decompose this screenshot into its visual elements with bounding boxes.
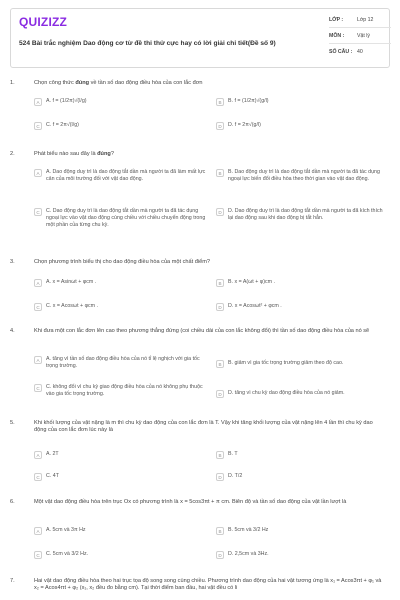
option-text: A. x = Asinωt + φcm . (46, 279, 97, 285)
question-text: Chọn phương trình biểu thị cho dao động điều hòa của một chất điểm? (34, 259, 210, 265)
option-b[interactable]: B B. giảm vì gia tốc trọng trường giảm theo độ cao. (216, 360, 388, 368)
option-text: A. tăng vì tần số dao động điều hòa của nó tỉ lệ nghịch với gia tốc trọng trường. (46, 356, 200, 369)
option-text: C. f = 2π√(l/g) (46, 122, 79, 128)
option-a[interactable]: A A. tăng vì tần số dao động điều hòa của nó tỉ lệ nghịch với gia tốc trọng trường. (34, 356, 206, 370)
option-text: C. 5cm và 3/2 Hz. (46, 551, 89, 557)
option-text: B. f = (1/2π)√(g/l) (228, 98, 269, 104)
option-text: D. tăng vì chu kỳ dao động điều hòa của nó giảm. (228, 390, 345, 396)
option-c[interactable]: C C. f = 2π√(l/g) (34, 122, 206, 130)
option-text: D. T/2 (228, 473, 243, 479)
option-a[interactable]: A A. Dao động duy trì là dao động tắt dần mà người ta đã làm mất lực cản của môi trường đối với vật dao động. (34, 169, 206, 183)
option-text: D. Dao động duy trì là dao động tắt dần mà người ta đã kích thích lại dao động sau khi dao động bị tắt hẳn. (228, 208, 383, 221)
option-d[interactable]: D D. f = 2π√(g/l) (216, 122, 388, 130)
document-title: 524 Bài trắc nghiệm Dao động cơ từ đề thi thử cực hay có lời giải chi tiết(Đề số 9) (19, 40, 276, 47)
question-text: Phát biểu nào sau đây là đúng? (34, 151, 114, 157)
option-text: A. Dao động duy trì là dao động tắt dần mà người ta đã làm mất lực cản của môi trường đối với vật dao động. (46, 169, 206, 182)
option-text: C. không đổi vì chu kỳ giao động điều hòa của nó không phụ thuộc vào gia tốc trọng trường. (46, 384, 203, 397)
option-d[interactable]: D D. 2,5cm và 3Hz. (216, 551, 388, 559)
option-d[interactable]: D D. Dao động duy trì là dao động tắt dần mà người ta đã kích thích lại dao động sau khi dao động bị tắt hẳn. (216, 208, 388, 222)
option-text: B. 5cm và 3/2 Hz (228, 527, 269, 533)
question-number: 7. (10, 578, 15, 584)
question-text: Một vật dao động điều hòa trên trục Ox có phương trình là x = 5cos3πt + π cm. Biên độ và tần số dao động của vật lần lượt là (34, 499, 347, 505)
option-c[interactable]: C C. x = Acosωt + φcm . (34, 303, 206, 311)
question-number: 6. (10, 499, 15, 505)
meta-class-value: Lớp 12 (357, 17, 374, 23)
meta-count-value: 40 (357, 49, 363, 55)
question-number: 4. (10, 328, 15, 334)
question-number: 5. (10, 420, 15, 426)
option-b[interactable]: B B. T (216, 451, 388, 459)
option-text: C. 4T (46, 473, 59, 479)
meta-subject-value: Vật lý (357, 33, 370, 39)
option-a[interactable]: A A. 5cm và 3π Hz (34, 527, 206, 535)
option-c[interactable]: C C. 5cm và 3/2 Hz. (34, 551, 206, 559)
option-b[interactable]: B B. Dao động duy trì là dao động tắt dần mà người ta đã tác dụng ngoại lực biến đổi điều hòa theo thời gian vào vật dao động. (216, 169, 388, 183)
option-text: A. f = (1/2π)√(l/g) (46, 98, 87, 104)
option-a[interactable]: A A. 2T (34, 451, 206, 459)
option-d[interactable]: D D. x = Acosωt² + φcm . (216, 303, 388, 311)
option-c[interactable]: C C. 4T (34, 473, 206, 481)
option-text: D. 2,5cm và 3Hz. (228, 551, 269, 557)
option-c[interactable]: C C. không đổi vì chu kỳ giao động điều hòa của nó không phụ thuộc vào gia tốc trọng trường. (34, 384, 206, 398)
option-text: D. x = Acosωt² + φcm . (228, 303, 282, 309)
option-text: A. 2T (46, 451, 59, 457)
option-b[interactable]: B B. x = A(ωt + φ)cm . (216, 279, 388, 287)
option-text: C. x = Acosωt + φcm . (46, 303, 99, 309)
meta-class-label: LỚP : (329, 17, 344, 23)
question-text: Chọn công thức đúng về tần số dao động điều hòa của con lắc đơn (34, 80, 203, 86)
option-b[interactable]: B B. 5cm và 3/2 Hz (216, 527, 388, 535)
option-text: D. f = 2π√(g/l) (228, 122, 261, 128)
option-b[interactable]: B B. f = (1/2π)√(g/l) (216, 98, 388, 106)
question-number: 3. (10, 259, 15, 265)
meta-subject-label: MÔN : (329, 33, 345, 39)
question-text: Khi khối lượng của vật nặng là m thì chu kỳ dao động của con lắc đơn là T. Vậy khi tăng khối lượng của vật nặng lên 4 lần thì chu kỳ dao động của con lắc đơn lúc này là (34, 420, 373, 434)
option-text: B. giảm vì gia tốc trọng trường giảm theo độ cao. (228, 360, 344, 366)
option-d[interactable]: D D. T/2 (216, 473, 388, 481)
quizizz-logo: QUIZIZZ (19, 15, 68, 29)
option-text: A. 5cm và 3π Hz (46, 527, 86, 533)
worksheet-header (10, 8, 390, 68)
option-a[interactable]: A A. x = Asinωt + φcm . (34, 279, 206, 287)
option-text: C. Dao động duy trì là dao động tắt dần mà người ta đã tác dụng ngoại lực vào vật dao động cùng chiều với chiều chuyển động trong một phần của từng chu kỳ. (46, 208, 206, 228)
option-a[interactable]: A A. f = (1/2π)√(l/g) (34, 98, 206, 106)
option-c[interactable]: C C. Dao động duy trì là dao động tắt dần mà người ta đã tác dụng ngoại lực vào vật dao động cùng chiều với chiều chuyển động trong một phần của từng chu kỳ. (34, 208, 206, 229)
question-text: Hai vật dao động điều hòa theo hai trục tọa độ song song cùng chiều. Phương trình dao động của hai vật tương ứng là x₁ = Acos3πt + φ₁ và x₂ = Acos4πt + φ₂ (x₁, x₂ đều đo bằng cm). Tại thời điểm ban đầu, hai vật đều có li (34, 578, 382, 592)
option-text: B. T (228, 451, 238, 457)
meta-count-label: SỐ CÂU : (329, 49, 353, 55)
question-number: 1. (10, 80, 15, 86)
question-text: Khi đưa một con lắc đơn lên cao theo phương thẳng đứng (coi chiều dài của con lắc không đổi) thì tần số dao động điều hòa của nó sẽ (34, 328, 370, 334)
question-number: 2. (10, 151, 15, 157)
option-d[interactable]: D D. tăng vì chu kỳ dao động điều hòa của nó giảm. (216, 390, 388, 398)
option-text: B. x = A(ωt + φ)cm . (228, 279, 276, 285)
option-text: B. Dao động duy trì là dao động tắt dần mà người ta đã tác dụng ngoại lực biến đổi điều hòa theo thời gian vào vật dao động. (228, 169, 380, 182)
